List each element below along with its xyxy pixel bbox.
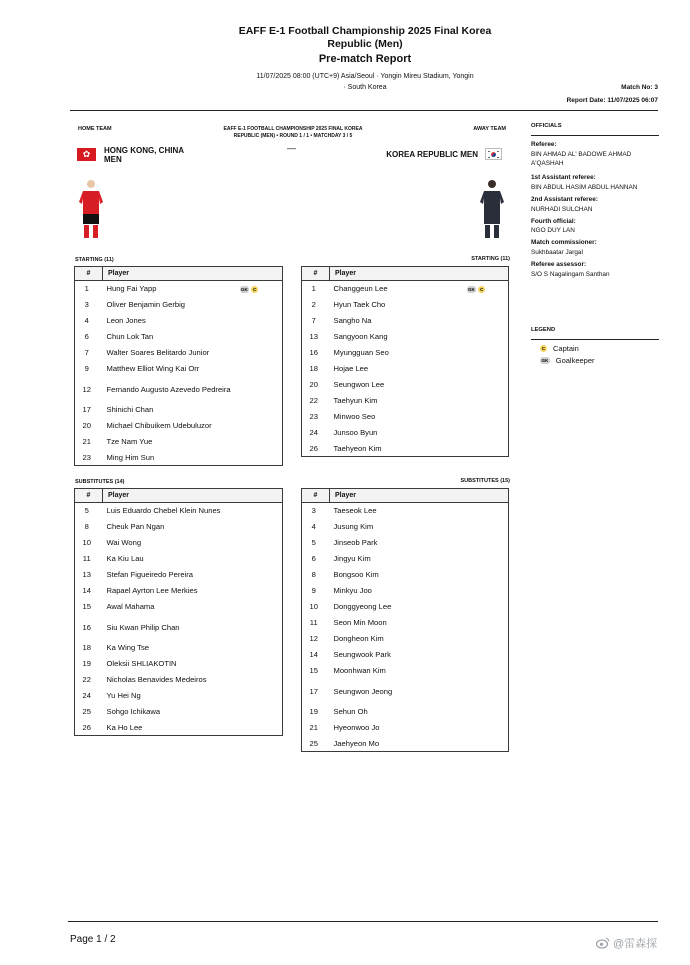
- away-subs-label: SUBSTITUTES (15): [460, 478, 510, 484]
- player-name-cell: [330, 551, 509, 567]
- table-row: [75, 615, 283, 640]
- player-name: Siu Kwan Philip Chan: [106, 622, 180, 632]
- player-name-cell: [330, 631, 509, 647]
- player-name: Rapael Ayrton Lee Merkies: [106, 586, 198, 595]
- table-row: [75, 377, 283, 402]
- table-row: [75, 704, 283, 720]
- table-row: [75, 688, 283, 704]
- competition-info: [150, 126, 436, 140]
- shirt-number: 8: [302, 567, 330, 583]
- player-name-cell: [330, 329, 509, 345]
- table-row: [302, 615, 509, 631]
- player-name-cell: [330, 663, 509, 679]
- player-name: Myungguan Seo: [333, 348, 389, 357]
- shirt-number: 21: [302, 720, 330, 736]
- legend-goalkeeper: [537, 356, 659, 365]
- home-starting-table: [74, 266, 283, 466]
- table-row: [75, 418, 283, 434]
- legend-panel: [531, 327, 659, 365]
- table-row: [302, 551, 509, 567]
- player-name-cell: [103, 615, 283, 640]
- player-name-cell: [330, 736, 509, 752]
- shirt-number: 1: [302, 281, 330, 297]
- shirt-number: 9: [302, 583, 330, 599]
- header-divider: [70, 110, 658, 111]
- player-name: Sangyoon Kang: [333, 332, 388, 341]
- table-row: [302, 377, 509, 393]
- table-header-row: [75, 489, 283, 503]
- player-name: Awal Mahama: [106, 602, 155, 611]
- away-kit-shirt: [480, 191, 504, 214]
- player-name-cell: [330, 720, 509, 736]
- player-name-cell: [103, 503, 283, 519]
- player-name: Ming Him Sun: [106, 452, 155, 462]
- legend-divider: [531, 339, 659, 340]
- shirt-number: 12: [302, 631, 330, 647]
- player-name: Chun Lok Tan: [106, 332, 154, 341]
- shirt-number: 16: [302, 345, 330, 361]
- player-name-cell: [103, 361, 283, 377]
- shirt-number: 3: [302, 503, 330, 519]
- shirt-number: 17: [302, 679, 330, 704]
- ar2-label: 2nd Assistant referee:: [531, 196, 598, 203]
- table-row: [302, 736, 509, 752]
- player-name-cell: [103, 402, 283, 418]
- home-team-name-line1: HONG KONG, CHINA: [104, 146, 184, 155]
- player-name: Walter Soares Belitardo Junior: [106, 348, 210, 357]
- referee-name-line2: A'QASHAH: [531, 160, 564, 167]
- home-team-name: [104, 146, 184, 164]
- taegeuk-icon: [487, 150, 500, 159]
- table-row: [75, 450, 283, 466]
- shirt-number: 25: [75, 704, 103, 720]
- player-name-cell: [103, 672, 283, 688]
- player-name: Jingyu Kim: [333, 554, 371, 563]
- shirt-number: 19: [75, 656, 103, 672]
- table-row: [302, 704, 509, 720]
- bauhinia-glyph: ✿: [82, 149, 91, 159]
- captain-badge-icon: C: [541, 346, 546, 351]
- player-name: Shinichi Chan: [106, 405, 154, 414]
- competition-line1: EAFF E-1 FOOTBALL CHAMPIONSHIP 2025 FINAL KOREA: [223, 126, 363, 132]
- player-name-cell: [330, 345, 509, 361]
- shirt-number: 22: [75, 672, 103, 688]
- player-name-cell: [330, 615, 509, 631]
- shirt-number: 1: [75, 281, 103, 297]
- shirt-number: 6: [75, 329, 103, 345]
- player-name: Changgeun Lee: [333, 284, 388, 294]
- match-info-line1: 11/07/2025 08:00 (UTC+9) Asia/Seoul · Yongin Mireu Stadium, Yongin: [256, 73, 474, 80]
- table-row: [302, 409, 509, 425]
- shirt-number: 18: [75, 640, 103, 656]
- commissioner-label: Match commissioner:: [531, 239, 597, 246]
- table-row: [302, 720, 509, 736]
- competition-line2: REPUBLIC (MEN) • ROUND 1 / 1 • MATCHDAY 3 / 5: [233, 133, 353, 139]
- fourth-official-name: NGO DUY LAN: [531, 227, 575, 234]
- table-row: [75, 720, 283, 736]
- referee-name-line1: BIN AHMAD AL' BADOWE AHMAD: [531, 151, 632, 158]
- table-row: [75, 434, 283, 450]
- legend-captain-text: Captain: [553, 344, 579, 353]
- ar2-name: NURHADI SULCHAN: [531, 206, 593, 213]
- table-row: [75, 402, 283, 418]
- player-name-cell: [330, 281, 509, 297]
- footer-divider: [68, 921, 658, 922]
- table-row: [302, 679, 509, 704]
- player-name-cell: [330, 679, 509, 704]
- table-row: [302, 313, 509, 329]
- shirt-number: 23: [302, 409, 330, 425]
- player-name-cell: [330, 313, 509, 329]
- shirt-number: 5: [75, 503, 103, 519]
- shirt-number: 16: [75, 615, 103, 640]
- shirt-number: 7: [302, 313, 330, 329]
- table-row: [75, 281, 283, 297]
- shirt-number: 23: [75, 450, 103, 466]
- officials-divider: [531, 135, 659, 136]
- player-name: Minwoo Seo: [333, 412, 376, 421]
- table-row: [75, 503, 283, 519]
- table-row: [302, 647, 509, 663]
- shirt-number: 13: [302, 329, 330, 345]
- home-starting-label: STARTING (11): [75, 257, 114, 263]
- report-title-line2: Republic (Men): [327, 38, 403, 50]
- player-name: Taeseok Lee: [333, 506, 377, 516]
- table-row: [302, 345, 509, 361]
- ar1-name: BIN ABDUL HASIM ABDUL HANNAN: [531, 184, 638, 191]
- player-name: Cheuk Pan Ngan: [106, 522, 165, 531]
- table-header-row: [302, 267, 509, 281]
- assessor-label: Referee assessor:: [531, 261, 587, 268]
- player-name-cell: [103, 345, 283, 361]
- player-name: Hung Fai Yapp: [106, 284, 157, 294]
- table-row: [75, 329, 283, 345]
- table-row: [302, 441, 509, 457]
- table-row: [75, 535, 283, 551]
- officials-label: OFFICIALS: [531, 123, 562, 129]
- player-name: Sehun Oh: [333, 707, 368, 716]
- shirt-number: 19: [302, 704, 330, 720]
- player-name-cell: [103, 434, 283, 450]
- player-name-cell: [330, 393, 509, 409]
- player-name-cell: [330, 704, 509, 720]
- shirt-number: 2: [302, 297, 330, 313]
- shirt-number: 10: [75, 535, 103, 551]
- shirt-number: 15: [75, 599, 103, 615]
- table-row: [75, 583, 283, 599]
- table-row: [75, 656, 283, 672]
- col-player-header: Player: [103, 489, 283, 503]
- shirt-number: 24: [302, 425, 330, 441]
- player-name-cell: [103, 418, 283, 434]
- table-row: [75, 567, 283, 583]
- shirt-number: 14: [302, 647, 330, 663]
- table-header-row: [75, 267, 283, 281]
- player-name-cell: [330, 535, 509, 551]
- shirt-number: 17: [75, 402, 103, 418]
- player-name: Matthew Elliot Wing Kai Orr: [106, 364, 200, 373]
- home-team-name-line2: MEN: [104, 155, 122, 164]
- player-name: Hyun Taek Cho: [333, 300, 386, 309]
- shirt-number: 14: [75, 583, 103, 599]
- score-separator: —: [287, 143, 296, 153]
- table-row: [302, 281, 509, 297]
- match-info-line2: · South Korea: [343, 84, 387, 91]
- player-name-cell: [330, 361, 509, 377]
- player-name: Junsoo Byun: [333, 428, 378, 437]
- player-name: Yu Hei Ng: [106, 691, 141, 700]
- away-kit-shorts: [484, 214, 500, 224]
- player-name: Seungwon Lee: [333, 380, 385, 389]
- table-row: [302, 583, 509, 599]
- player-name: Moonhwan Kim: [333, 666, 386, 675]
- table-row: [302, 519, 509, 535]
- player-name: Sohgo Ichikawa: [106, 707, 161, 716]
- captain-badge-icon: C: [480, 286, 484, 292]
- weibo-icon: [596, 937, 610, 949]
- watermark: [596, 935, 657, 951]
- player-name: Bongsoo Kim: [333, 570, 379, 579]
- player-name: Michael Chibuikem Udebuluzor: [106, 421, 212, 430]
- player-name-cell: [103, 688, 283, 704]
- shirt-number: 24: [75, 688, 103, 704]
- ar1-label: 1st Assistant referee:: [531, 174, 596, 181]
- away-kit-sock-left: [485, 225, 490, 238]
- away-team-name: KOREA REPUBLIC MEN: [386, 150, 478, 159]
- table-row: [302, 567, 509, 583]
- player-name-cell: [103, 656, 283, 672]
- table-row: [75, 599, 283, 615]
- player-name: Hojae Lee: [333, 364, 369, 373]
- player-name: Dongheon Kim: [333, 634, 384, 643]
- player-name-cell: [103, 567, 283, 583]
- player-name: Nicholas Benavides Medeiros: [106, 675, 207, 684]
- player-name-cell: [103, 599, 283, 615]
- player-name-cell: [330, 503, 509, 519]
- player-name-cell: [103, 535, 283, 551]
- away-kit-icon: [479, 178, 505, 240]
- home-kit-sock-right: [93, 225, 98, 238]
- shirt-number: 4: [302, 519, 330, 535]
- table-row: [302, 361, 509, 377]
- shirt-number: 3: [75, 297, 103, 313]
- table-row: [302, 599, 509, 615]
- col-num-header: #: [75, 267, 103, 281]
- shirt-number: 15: [302, 663, 330, 679]
- shirt-number: 11: [302, 615, 330, 631]
- player-name: Stefan Figueiredo Pereira: [106, 570, 194, 579]
- shirt-number: 13: [75, 567, 103, 583]
- player-name: Ka Kiu Lau: [106, 554, 144, 563]
- page-number: Page 1 / 2: [70, 934, 116, 945]
- shirt-number: 20: [302, 377, 330, 393]
- table-row: [75, 361, 283, 377]
- table-row: [302, 503, 509, 519]
- player-name-cell: [103, 377, 283, 402]
- table-row: [75, 519, 283, 535]
- player-name: Luis Eduardo Chebel Klein Nunes: [106, 506, 221, 516]
- col-num-header: #: [302, 267, 330, 281]
- player-name: Ka Wing Tse: [106, 643, 149, 652]
- home-subs-table: [74, 488, 283, 736]
- player-name-cell: [330, 567, 509, 583]
- shirt-number: 8: [75, 519, 103, 535]
- shirt-number: 6: [302, 551, 330, 567]
- goalkeeper-badge-icon: GK: [541, 358, 549, 363]
- officials-panel: [531, 123, 659, 279]
- home-kit-shirt: [79, 191, 103, 214]
- player-name: Taehyun Kim: [333, 396, 378, 405]
- player-name-cell: [103, 519, 283, 535]
- player-name: Leon Jones: [106, 316, 146, 325]
- player-name: Hyeonwoo Jo: [333, 723, 380, 732]
- assessor-name: S/O S Nagalingam Santhan: [531, 271, 610, 278]
- korea-flag-icon: [485, 148, 502, 160]
- player-name-cell: [103, 297, 283, 313]
- report-date: Report Date: 11/07/2025 06:07: [566, 97, 658, 104]
- player-name-cell: [103, 720, 283, 736]
- player-name: Seungwook Park: [333, 650, 391, 659]
- legend-captain: [537, 344, 659, 353]
- player-name: Oliver Benjamin Gerbig: [106, 300, 185, 309]
- col-player-header: Player: [330, 489, 509, 503]
- player-name: Jaehyeon Mo: [333, 738, 380, 748]
- report-title-line1: EAFF E-1 Football Championship 2025 Final Korea: [238, 25, 492, 37]
- player-name-cell: [103, 640, 283, 656]
- shirt-number: 26: [75, 720, 103, 736]
- legend-goalkeeper-text: Goalkeeper: [555, 356, 595, 365]
- player-name-cell: [103, 281, 283, 297]
- player-name-cell: [103, 329, 283, 345]
- col-player-header: Player: [330, 267, 509, 281]
- player-name: Fernando Augusto Azevedo Pedreira: [106, 384, 231, 394]
- table-row: [75, 551, 283, 567]
- player-name: Taehyeon Kim: [333, 443, 382, 453]
- col-num-header: #: [75, 489, 103, 503]
- player-name-cell: [330, 441, 509, 457]
- shirt-number: 21: [75, 434, 103, 450]
- away-subs-table: [301, 488, 509, 752]
- shirt-number: 12: [75, 377, 103, 402]
- player-name-cell: [330, 583, 509, 599]
- table-row: [302, 297, 509, 313]
- player-name: Donggyeong Lee: [333, 602, 392, 611]
- referee-label: Referee:: [531, 141, 557, 148]
- table-row: [302, 535, 509, 551]
- goalkeeper-badge-icon: GK: [241, 286, 248, 292]
- shirt-number: 4: [75, 313, 103, 329]
- away-kit-sock-right: [494, 225, 499, 238]
- goalkeeper-badge-icon: GK: [468, 286, 475, 292]
- report-type: Pre-match Report: [318, 53, 412, 65]
- player-name: Seungwon Jeong: [333, 686, 393, 696]
- player-name: Tze Nam Yue: [106, 437, 153, 446]
- player-name: Jusung Kim: [333, 522, 374, 531]
- player-name: Oleksii SHLIAKOTIN: [106, 659, 177, 668]
- table-row: [75, 672, 283, 688]
- player-name-cell: [103, 583, 283, 599]
- match-number: Match No: 3: [621, 84, 658, 91]
- table-row: [75, 640, 283, 656]
- player-name-cell: [330, 519, 509, 535]
- col-num-header: #: [302, 489, 330, 503]
- table-row: [302, 631, 509, 647]
- home-kit-icon: [78, 178, 104, 240]
- player-name: Sangho Na: [333, 316, 372, 325]
- legend-label: LEGEND: [531, 327, 556, 333]
- shirt-number: 26: [302, 441, 330, 457]
- player-name-cell: [330, 647, 509, 663]
- home-kit-sock-left: [84, 225, 89, 238]
- hong-kong-flag-icon: [77, 148, 96, 161]
- shirt-number: 10: [302, 599, 330, 615]
- table-row: [75, 297, 283, 313]
- captain-badge-icon: C: [253, 286, 257, 292]
- shirt-number: 5: [302, 535, 330, 551]
- shirt-number: 7: [75, 345, 103, 361]
- player-name: Minkyu Joo: [333, 586, 372, 595]
- commissioner-name: Sukhbaatar Jargal: [531, 249, 583, 256]
- table-header-row: [302, 489, 509, 503]
- home-subs-label: SUBSTITUTES (14): [75, 479, 125, 485]
- player-name-cell: [103, 704, 283, 720]
- away-starting-table: [301, 266, 509, 457]
- shirt-number: 11: [75, 551, 103, 567]
- shirt-number: 22: [302, 393, 330, 409]
- home-team-label: HOME TEAM: [78, 126, 112, 132]
- away-team-label: AWAY TEAM: [473, 126, 506, 132]
- player-name-cell: [103, 450, 283, 466]
- table-row: [302, 393, 509, 409]
- away-starting-label: STARTING (11): [471, 256, 510, 262]
- player-name: Ka Ho Lee: [106, 722, 143, 732]
- table-row: [302, 329, 509, 345]
- player-name-cell: [103, 313, 283, 329]
- table-row: [302, 425, 509, 441]
- player-name-cell: [103, 551, 283, 567]
- player-name-cell: [330, 599, 509, 615]
- player-name: Seon Min Moon: [333, 618, 387, 627]
- home-kit-shorts: [83, 214, 99, 224]
- table-row: [302, 663, 509, 679]
- shirt-number: 9: [75, 361, 103, 377]
- player-name-cell: [330, 409, 509, 425]
- shirt-number: 18: [302, 361, 330, 377]
- col-player-header: Player: [103, 267, 283, 281]
- player-name-cell: [330, 297, 509, 313]
- fourth-official-label: Fourth official:: [531, 218, 576, 225]
- shirt-number: 20: [75, 418, 103, 434]
- player-name-cell: [330, 425, 509, 441]
- watermark-text: @雷森探: [613, 938, 658, 950]
- player-name: Jinseob Park: [333, 538, 378, 547]
- player-name-cell: [330, 377, 509, 393]
- table-row: [75, 345, 283, 361]
- player-name: Wai Wong: [106, 538, 142, 547]
- table-row: [75, 313, 283, 329]
- shirt-number: 25: [302, 736, 330, 752]
